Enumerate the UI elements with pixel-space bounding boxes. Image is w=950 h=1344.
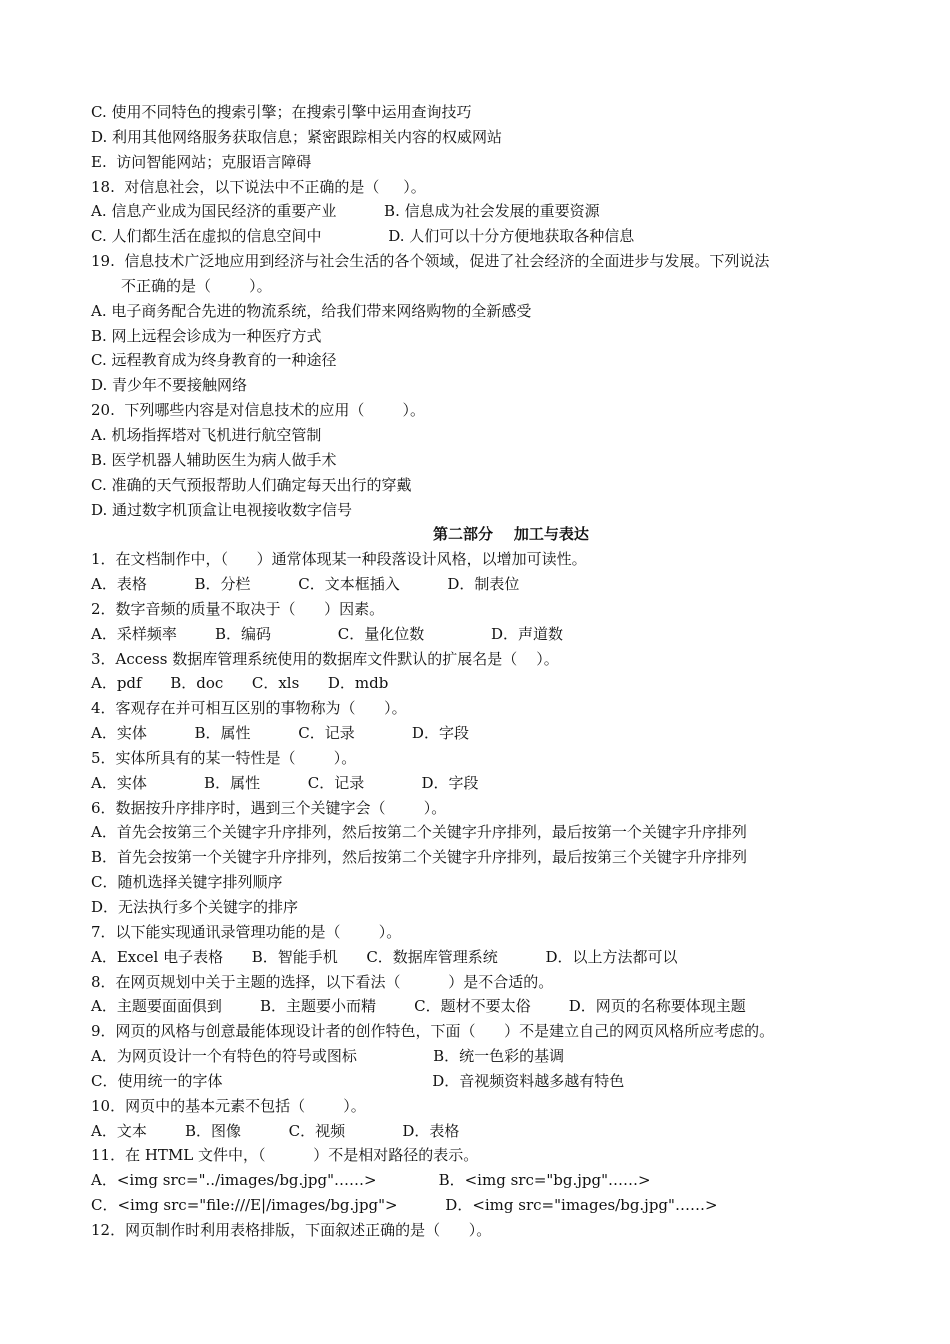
section-heading: 第二部分 加工与表达 xyxy=(433,525,589,544)
text-line: A．采样频率 B．编码 C．量化位数 D．声道数 xyxy=(91,624,564,643)
text-line: A．首先会按第三个关键字升序排列，然后按第二个关键字升序排列，最后按第一个关键字升序排列 xyxy=(91,823,747,842)
text-line: C. 准确的天气预报帮助人们确定每天出行的穿戴 xyxy=(91,475,412,494)
text-line: 1．在文档制作中，（ ）通常体现某一种段落设计风格，以增加可读性。 xyxy=(91,550,587,569)
text-line: 6．数据按升序排序时，遇到三个关键字会（ ）。 xyxy=(91,798,447,817)
document-page xyxy=(91,100,871,1243)
text-line: 9．网页的风格与创意最能体现设计者的创作特色，下面（ ）不是建立自己的网页风格所应考虑的。 xyxy=(91,1022,775,1041)
text-line: 5．实体所具有的某一特性是（ ）。 xyxy=(91,748,357,767)
text-line: 3．Access 数据库管理系统使用的数据库文件默认的扩展名是（ ）。 xyxy=(91,649,559,668)
text-line: A．表格 B．分栏 C．文本框插入 D．制表位 xyxy=(91,575,520,594)
text-line: D. 青少年不要接触网络 xyxy=(91,376,248,395)
text-line: C．<img src="file:///E|/images/bg.jpg"> D．<img src="images/bg.jpg"……> xyxy=(91,1196,718,1215)
text-line: 8．在网页规划中关于主题的选择，以下看法（ ）是不合适的。 xyxy=(91,972,554,991)
text-line: D. 通过数字机顶盒让电视接收数字信号 xyxy=(91,500,353,519)
text-line: 19. 信息技术广泛地应用到经济与社会生活的各个领域，促进了社会经济的全面进步与发展。下列说法 xyxy=(91,252,770,271)
text-line: B．首先会按第一个关键字升序排列，然后按第二个关键字升序排列，最后按第三个关键字升序排列 xyxy=(91,848,748,867)
text-line: C．随机选择关键字排列顺序 xyxy=(91,873,283,892)
text-line: A．主题要面面俱到 B．主题要小而精 C．题材不要太俗 D．网页的名称要体现主题 xyxy=(91,997,746,1016)
text-line: A．为网页设计一个有特色的符号或图标 B．统一色彩的基调 xyxy=(91,1047,565,1066)
text-line: D．无法执行多个关键字的排序 xyxy=(91,898,299,916)
text-line: A. 信息产业成为国民经济的重要产业 B. 信息成为社会发展的重要资源 xyxy=(91,202,600,221)
text-line: D. 利用其他网络服务获取信息；紧密跟踪相关内容的权威网站 xyxy=(91,127,503,146)
text-line: A. 机场指挥塔对飞机进行航空管制 xyxy=(91,425,322,444)
text-line: B. 网上远程会诊成为一种医疗方式 xyxy=(91,326,322,345)
text-line: 12．网页制作时利用表格排版，下面叙述正确的是（ ）。 xyxy=(91,1220,492,1239)
text-line: 不正确的是（ ）。 xyxy=(121,276,272,295)
text-line: A．<img src="../images/bg.jpg"……> B．<img src="bg.jpg"……> xyxy=(91,1171,651,1190)
text-line: B. 医学机器人辅助医生为病人做手术 xyxy=(91,450,337,469)
text-line: C. 使用不同特色的搜索引擎；在搜索引擎中运用查询技巧 xyxy=(91,103,472,121)
text-line: C. 人们都生活在虚拟的信息空间中 D. 人们可以十分方便地获取各种信息 xyxy=(91,227,635,246)
text-line: 4．客观存在并可相互区别的事物称为（ ）。 xyxy=(91,699,407,718)
text-line: C．使用统一的字体 D．音视频资料越多越有特色 xyxy=(91,1071,625,1090)
text-line: C. 远程教育成为终身教育的一种途径 xyxy=(91,351,337,370)
text-line: 18. 对信息社会，以下说法中不正确的是（ ）。 xyxy=(91,177,426,196)
text-line: 7．以下能实现通讯录管理功能的是（ ）。 xyxy=(91,922,402,941)
text-line: 2．数字音频的质量不取决于（ ）因素。 xyxy=(91,599,385,618)
text-line: A．Excel 电子表格 B．智能手机 C．数据库管理系统 D．以上方法都可以 xyxy=(91,947,678,966)
text-line: 10．网页中的基本元素不包括（ ）。 xyxy=(91,1096,366,1115)
text-line: 20. 下列哪些内容是对信息技术的应用（ ）。 xyxy=(91,401,426,420)
text-line: 11．在 HTML 文件中，（ ）不是相对路径的表示。 xyxy=(91,1146,479,1165)
text-line: E. 访问智能网站；克服语言障碍 xyxy=(91,152,312,171)
text-line: A．实体 B．属性 C．记录 D．字段 xyxy=(91,773,479,792)
text-line: A．pdf B．doc C．xls D．mdb xyxy=(91,674,389,693)
text-line: A. 电子商务配合先进的物流系统，给我们带来网络购物的全新感受 xyxy=(91,301,532,320)
text-line: A．文本 B．图像 C．视频 D．表格 xyxy=(91,1121,460,1140)
text-line: A．实体 B．属性 C．记录 D．字段 xyxy=(91,724,469,743)
